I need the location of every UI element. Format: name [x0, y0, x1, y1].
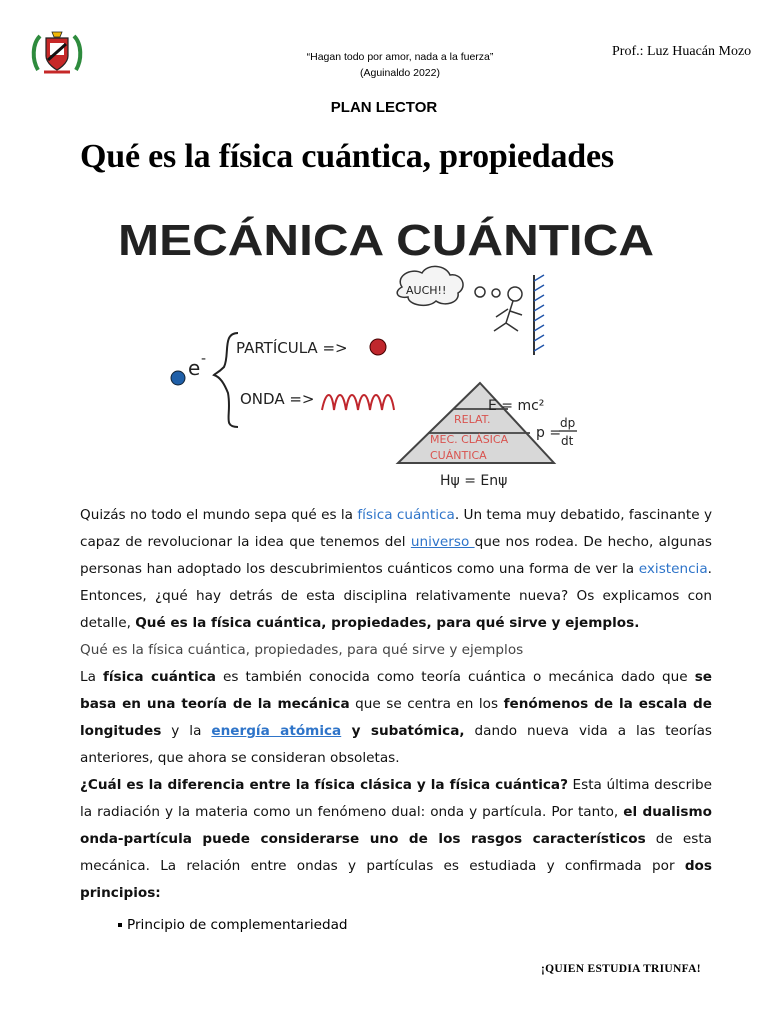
bullet-text: Principio de complementariedad [127, 917, 348, 933]
pyramid-base-label: CUÁNTICA [430, 449, 487, 462]
curly-brace [214, 333, 238, 427]
section-label: PLAN LECTOR [330, 99, 438, 116]
school-crest-logo [30, 30, 84, 76]
paragraph-difference: ¿Cuál es la diferencia entre la física clásica y la física cuántica? Esta última describe la radiación y la materia como un fenómeno dual: onda y partícula. Por tanto, el dualismo onda-partícula puede considerarse uno de los rasgos característicos de esta mecánica. La relación entre ondas y partículas es estudiada y confirmada por dos principios: [80, 777, 713, 901]
teacher-name: Prof.: Luz Huacán Mozo [612, 44, 752, 59]
motto-line-1: “Hagan todo por amor, nada a la fuerza” [306, 51, 494, 63]
quantum-mechanics-illustration [110, 205, 670, 495]
particle-dot [370, 339, 386, 355]
article-body [80, 502, 712, 907]
ouch-bubble-text: AUCH!! [406, 284, 447, 297]
particle-label: PARTÍCULA => [236, 339, 348, 357]
equation-schrodinger: Hψ = Enψ [440, 473, 508, 489]
link-existencia[interactable]: existencia [638, 561, 708, 577]
electron-symbol: e [188, 356, 201, 380]
electron-charge: - [201, 351, 207, 367]
pyramid-mid-label: MEC. CLÁSICA [430, 433, 509, 446]
motto [250, 49, 550, 81]
electron-dot [171, 371, 185, 385]
equation-momentum-den: dt [561, 434, 574, 448]
physics-pyramid [398, 383, 554, 463]
paragraph-intro: Quizás no todo el mundo sepa qué es la física cuántica. Un tema muy debatido, fascinante y capaz de revolucionar la idea que tenemos del universo que nos rodea. De hecho, algunas personas han adoptado los descubrimientos cuánticos como una forma de ver la existencia. Entonces, ¿qué hay detrás de esta disciplina relativamente nueva? Os explicamos con detalle, Qué es la física cuántica, propiedades, para qué sirve y ejemplos. [80, 507, 712, 631]
link-energia-atomica[interactable]: energía atómica [211, 723, 342, 739]
equation-momentum-num: dp [560, 416, 576, 430]
wave-squiggle [322, 395, 394, 410]
wave-label: ONDA => [240, 390, 315, 408]
bullet-icon [118, 923, 122, 927]
footer-slogan: ¡QUIEN ESTUDIA TRIUNFA! [541, 963, 701, 975]
page-title: Qué es la física cuántica, propiedades [80, 138, 614, 175]
equation-momentum: p = [536, 425, 562, 441]
link-universo[interactable]: universo [410, 534, 475, 550]
ouch-character-drawing [397, 266, 544, 355]
illustration-heading: MECÁNICA CUÁNTICA [118, 216, 596, 265]
pyramid-top-label: RELAT. [454, 413, 491, 426]
equation-energy: E = mc² [488, 398, 545, 414]
paragraph-definition: La física cuántica es también conocida como teoría cuántica o mecánica dado que se basa en una teoría de la mecánica que se centra en los fenómenos de la escala de longitudes y la energía atómica y subatómica, dando nueva vida a las teorías anteriores, que ahora se consideran obsoletas. [80, 669, 712, 766]
link-fisica-cuantica[interactable]: física cuántica [357, 507, 455, 523]
motto-line-2: (Aguinaldo 2022) [360, 67, 440, 79]
list-item [118, 917, 348, 933]
subtitle-plain: Qué es la física cuántica, propiedades, para qué sirve y ejemplos [80, 642, 524, 658]
